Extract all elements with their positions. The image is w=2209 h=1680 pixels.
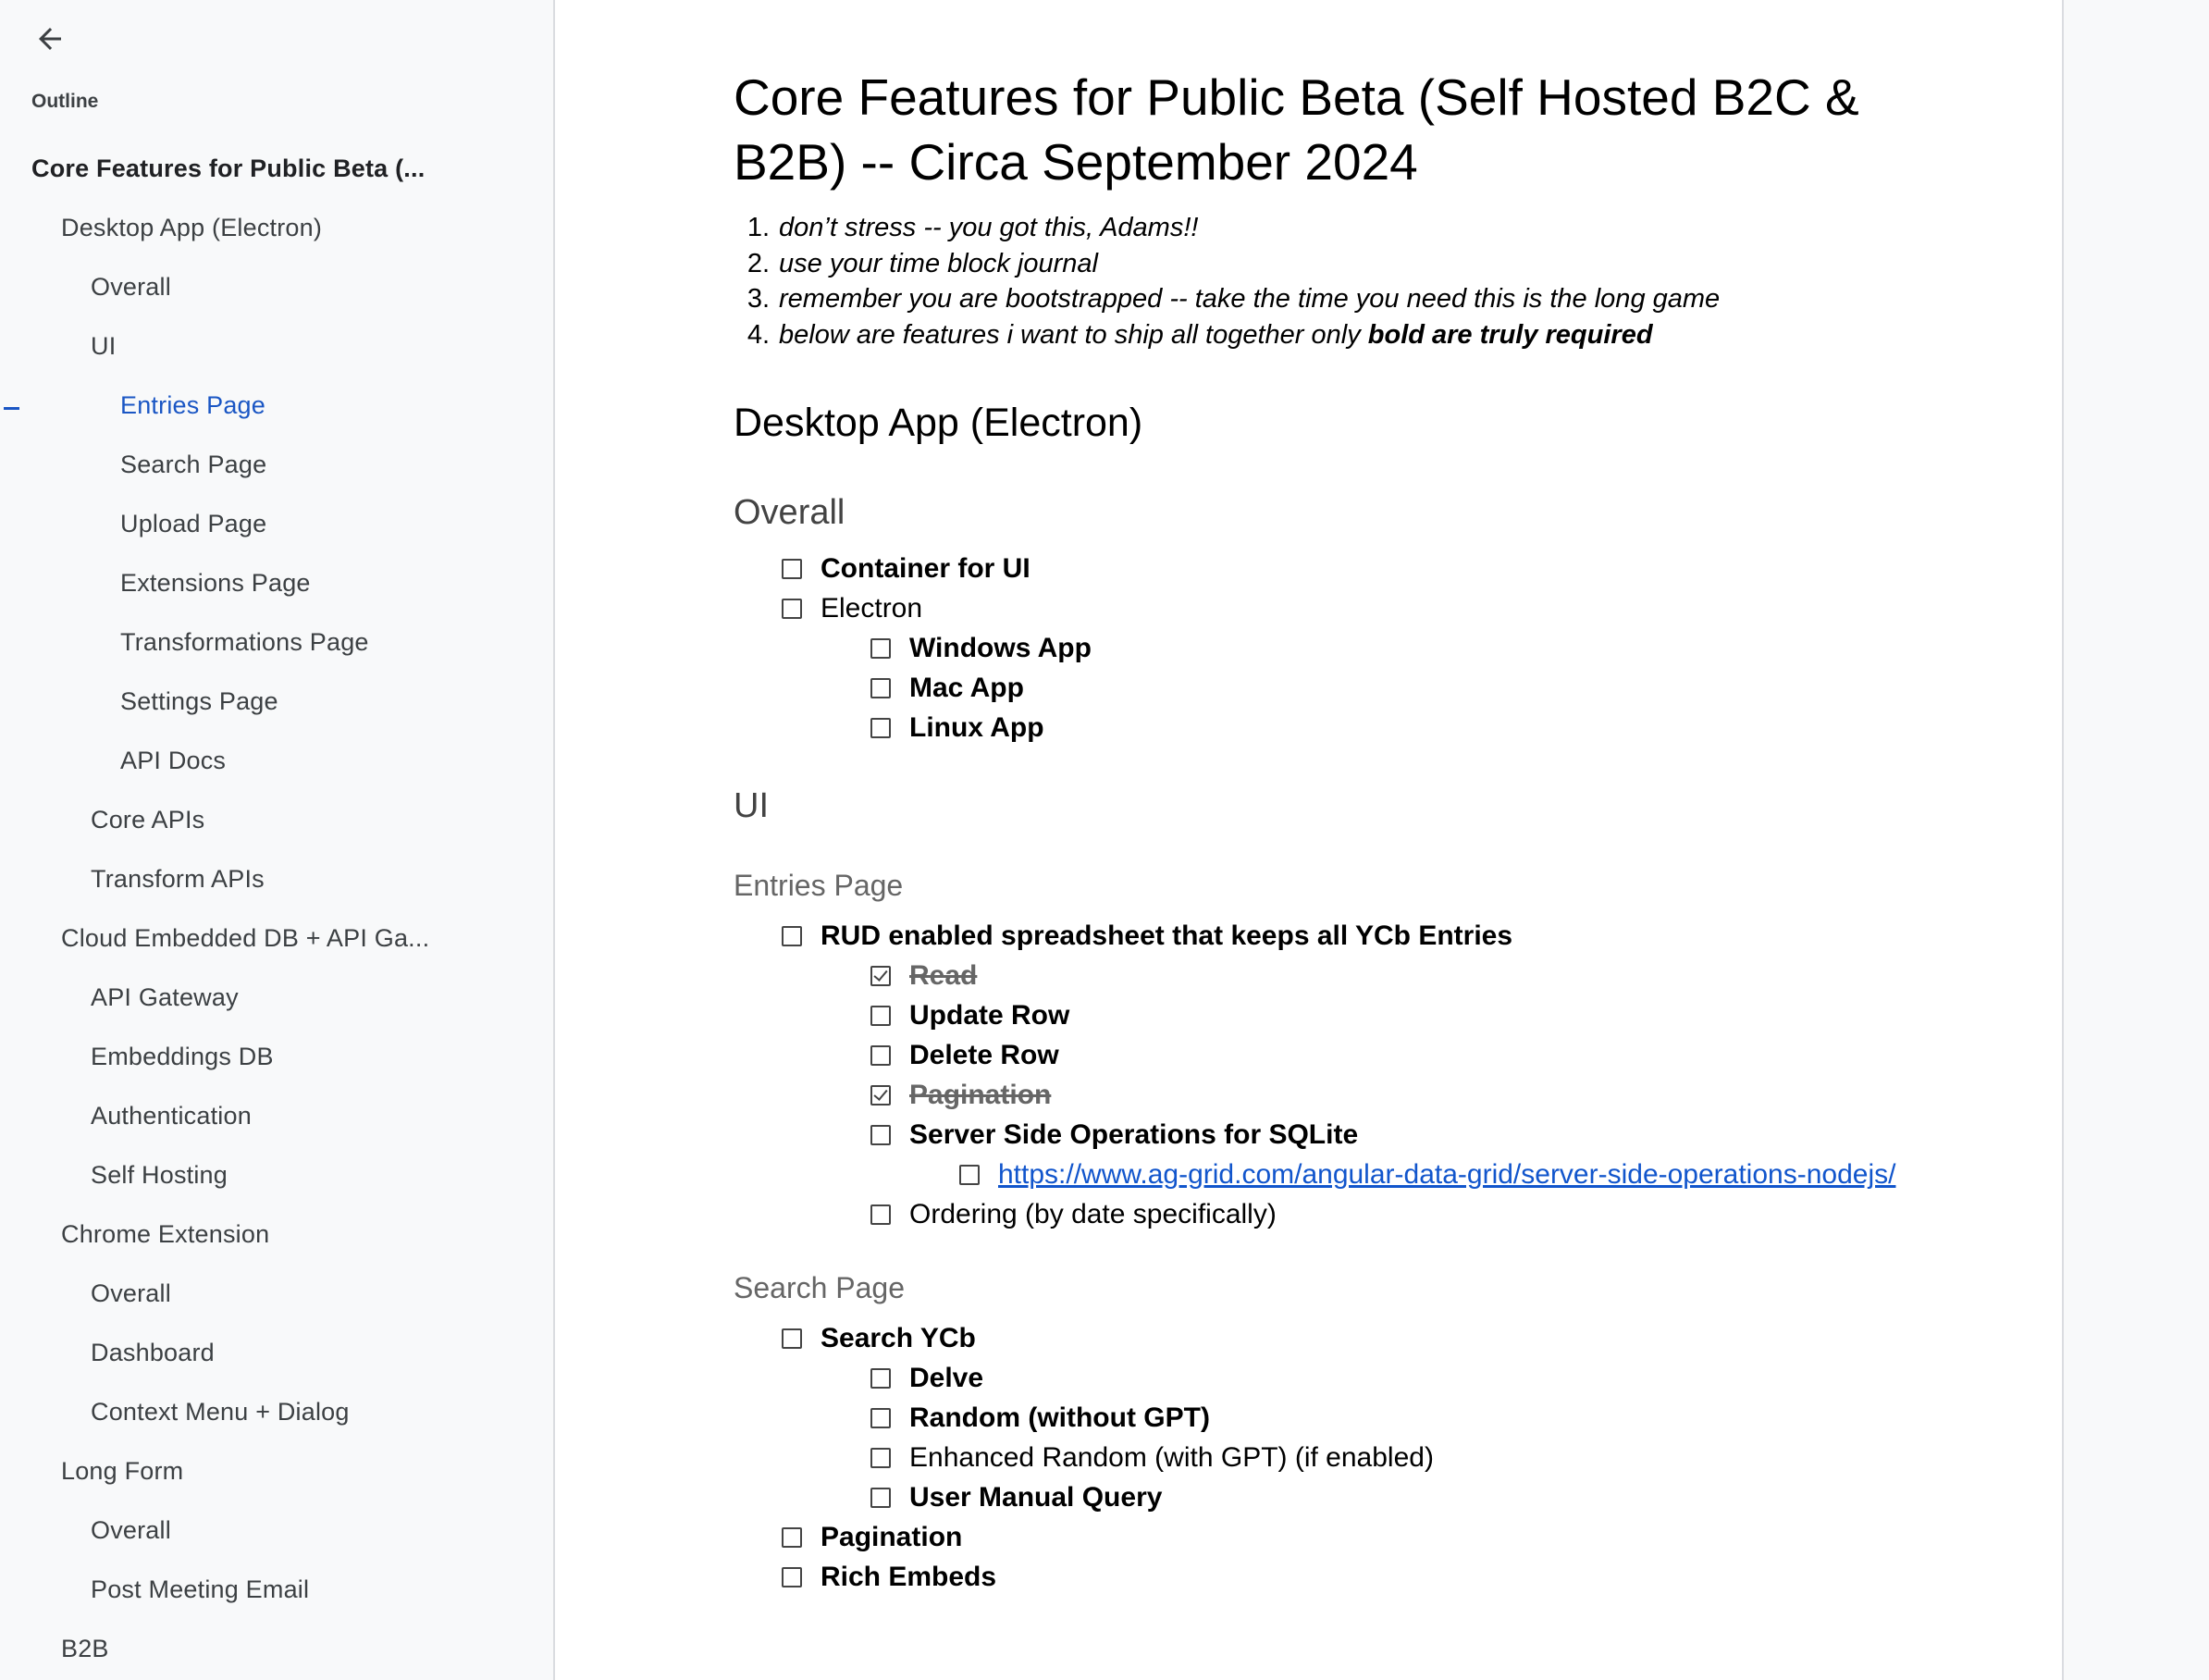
checkbox-checked[interactable] xyxy=(870,966,891,986)
checkbox[interactable] xyxy=(870,1204,891,1225)
checklist-item xyxy=(870,710,1044,747)
checklist-label: User Manual Query xyxy=(909,1482,1163,1513)
checkbox-checked[interactable] xyxy=(870,1085,891,1106)
checklist-item xyxy=(782,1559,996,1596)
checklist-item xyxy=(870,1360,983,1397)
checklist-label: Linux App xyxy=(909,712,1044,743)
checklist-item xyxy=(870,1439,1434,1476)
checkbox[interactable] xyxy=(870,1408,891,1428)
checkbox[interactable] xyxy=(870,1448,891,1468)
active-item-indicator xyxy=(4,407,19,410)
checklist-label: Server Side Operations for SQLite xyxy=(909,1119,1359,1150)
heading-entries-page: Entries Page xyxy=(734,869,904,902)
intro-list-item xyxy=(747,320,1653,351)
checklist-item xyxy=(870,1117,1358,1154)
outline-item-context-menu-dialog[interactable]: Context Menu + Dialog xyxy=(91,1398,350,1426)
outline-item-api-gateway[interactable]: API Gateway xyxy=(91,983,239,1011)
checkbox[interactable] xyxy=(782,559,802,579)
checkbox[interactable] xyxy=(870,1045,891,1066)
checklist-label: Ordering (by date specifically) xyxy=(909,1199,1277,1229)
document-page[interactable] xyxy=(553,0,2064,1680)
outline-item-overall[interactable]: Overall xyxy=(91,1516,171,1544)
list-number: 3. xyxy=(747,284,770,314)
outline-item-core-apis[interactable]: Core APIs xyxy=(91,806,205,834)
list-text-bold: bold are truly required xyxy=(1367,320,1653,350)
checklist-label: Search YCb xyxy=(821,1323,976,1353)
outline-item-long-form[interactable]: Long Form xyxy=(61,1457,184,1485)
checklist-label: Container for UI xyxy=(821,553,1030,584)
checklist-item xyxy=(782,590,922,627)
checkbox[interactable] xyxy=(870,1125,891,1145)
heading-ui: UI xyxy=(734,786,769,825)
checklist-label: Update Row xyxy=(909,1000,1070,1031)
checkbox[interactable] xyxy=(870,718,891,738)
outline-item-entries-page[interactable]: Entries Page xyxy=(120,391,265,419)
checklist-item xyxy=(870,630,1092,667)
heading-overall: Overall xyxy=(734,493,845,532)
checklist-label: Enhanced Random (with GPT) (if enabled) xyxy=(909,1442,1434,1473)
outline-item-desktop-app[interactable]: Desktop App (Electron) xyxy=(61,214,323,241)
checkbox[interactable] xyxy=(782,599,802,619)
outline-item-embeddings-db[interactable]: Embeddings DB xyxy=(91,1043,274,1070)
checklist-label: Delve xyxy=(909,1363,984,1393)
outline-item-dashboard[interactable]: Dashboard xyxy=(91,1339,215,1366)
outline-item-b2b[interactable]: B2B xyxy=(61,1635,109,1662)
outline-item-search-page[interactable]: Search Page xyxy=(120,451,267,478)
outline-item-overall[interactable]: Overall xyxy=(91,273,171,301)
checklist-item xyxy=(870,1479,1162,1516)
checklist-item xyxy=(782,1320,976,1357)
checklist-item xyxy=(870,670,1024,707)
checklist-item xyxy=(870,957,977,994)
outline-item-post-meeting-email[interactable]: Post Meeting Email xyxy=(91,1575,310,1603)
checklist-item xyxy=(782,550,1030,587)
checkbox[interactable] xyxy=(870,1488,891,1508)
outline-item-overall[interactable]: Overall xyxy=(91,1279,171,1307)
outline-item-ui[interactable]: UI xyxy=(91,332,117,360)
checklist-label: Rich Embeds xyxy=(821,1562,997,1592)
checklist-item xyxy=(782,918,1512,955)
outline-item-self-hosting[interactable]: Self Hosting xyxy=(91,1161,228,1189)
checklist-item xyxy=(870,1400,1210,1437)
checklist-item xyxy=(870,1196,1277,1233)
checklist-item xyxy=(870,1037,1059,1074)
checkbox[interactable] xyxy=(959,1165,980,1185)
checklist-label: Read xyxy=(909,960,978,991)
list-text: below are features i want to ship all together only xyxy=(779,320,1368,350)
intro-list-item xyxy=(747,213,1199,243)
checklist-label: RUD enabled spreadsheet that keeps all YCb Entries xyxy=(821,920,1513,951)
checkbox[interactable] xyxy=(782,1527,802,1548)
checkbox[interactable] xyxy=(870,1368,891,1389)
heading-search-page: Search Page xyxy=(734,1271,906,1304)
checklist-label: Mac App xyxy=(909,673,1024,703)
heading-desktop-app: Desktop App (Electron) xyxy=(734,401,1143,445)
outline-sidebar xyxy=(0,0,552,1680)
checklist-label: Random (without GPT) xyxy=(909,1402,1210,1433)
checkbox[interactable] xyxy=(870,1006,891,1026)
outline-item-upload-page[interactable]: Upload Page xyxy=(120,510,267,537)
outline-item-chrome-extension[interactable]: Chrome Extension xyxy=(61,1220,270,1248)
outline-item-api-docs[interactable]: API Docs xyxy=(120,747,227,774)
list-number: 4. xyxy=(747,320,770,350)
outline-item-core-features[interactable]: Core Features for Public Beta (... xyxy=(31,154,426,182)
checklist-label: Pagination xyxy=(909,1080,1052,1110)
checklist-label: Windows App xyxy=(909,633,1092,663)
outline-item-extensions-page[interactable]: Extensions Page xyxy=(120,569,311,597)
outline-heading: Outline xyxy=(31,91,99,112)
back-arrow-button[interactable] xyxy=(28,17,72,61)
checklist-item xyxy=(870,997,1069,1034)
intro-list-item xyxy=(747,284,1721,315)
outline-item-transformations-page[interactable]: Transformations Page xyxy=(120,628,369,656)
checkbox[interactable] xyxy=(782,1328,802,1349)
list-number: 2. xyxy=(747,249,770,278)
arrow-left-icon xyxy=(33,22,67,56)
document-title: Core Features for Public Beta (Self Hosted B2C & B2B) -- Circa September 2024 xyxy=(734,68,1859,191)
intro-list-item xyxy=(747,249,1098,279)
checkbox[interactable] xyxy=(782,926,802,946)
checkbox[interactable] xyxy=(782,1567,802,1587)
checklist-label: Electron xyxy=(821,593,923,624)
outline-item-transform-apis[interactable]: Transform APIs xyxy=(91,865,265,893)
outline-item-settings-page[interactable]: Settings Page xyxy=(120,687,278,715)
checklist-label: Delete Row xyxy=(909,1040,1059,1070)
checkbox[interactable] xyxy=(870,678,891,698)
list-text: use your time block journal xyxy=(779,249,1098,278)
checklist-item xyxy=(870,1077,1051,1114)
ag-grid-link[interactable]: https://www.ag-grid.com/angular-data-grid/server-side-operations-nodejs/ xyxy=(998,1159,1896,1190)
checklist-item xyxy=(959,1156,1895,1193)
outline-item-authentication[interactable]: Authentication xyxy=(91,1102,252,1130)
list-text: remember you are bootstrapped -- take the time you need this is the long game xyxy=(779,284,1721,314)
list-number: 1. xyxy=(747,213,770,242)
checklist-label: Pagination xyxy=(821,1522,963,1552)
list-text: don’t stress -- you got this, Adams!! xyxy=(779,213,1199,242)
checklist-item xyxy=(782,1519,962,1556)
outline-item-cloud-embedded-db[interactable]: Cloud Embedded DB + API Ga... xyxy=(61,924,430,952)
checkbox[interactable] xyxy=(870,638,891,659)
